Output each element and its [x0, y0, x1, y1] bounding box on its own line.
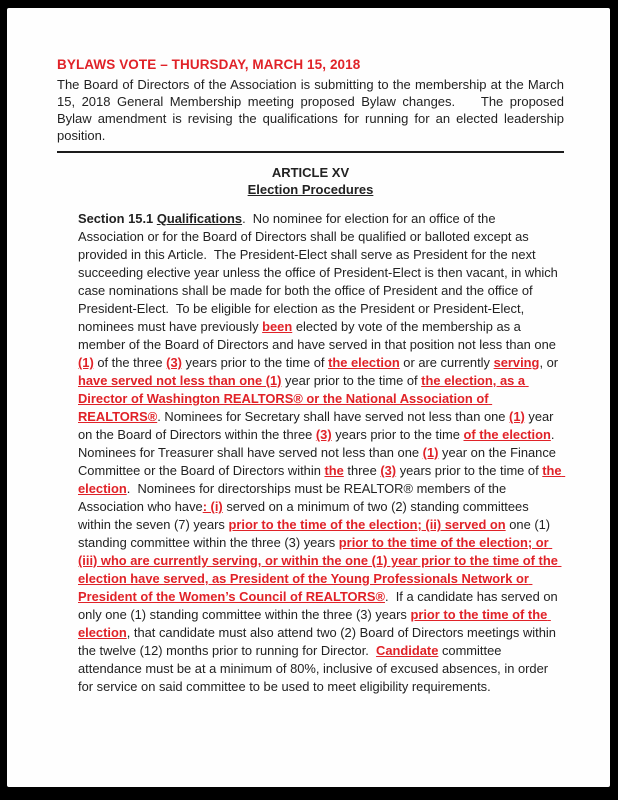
text-run-normal: year prior to the time of [281, 373, 422, 388]
text-run-red: of the election [463, 427, 551, 442]
text-run-normal: . Nominees for directorships must be REALTOR® members of the Association who have [78, 481, 509, 514]
text-run-red: (3) [315, 427, 332, 442]
text-run-red: (1) [422, 445, 439, 460]
text-run-red: the [324, 463, 344, 478]
text-run-normal: . If a candidate has served on only one (1) standing committee within the three (3) years [78, 589, 562, 622]
text-run-red: serving [493, 355, 540, 370]
text-run-normal: year on the Finance Committee or the Board of Directors within [78, 445, 560, 478]
text-run-normal: elected by vote of the membership as a member of the Board of Directors and have served in that position not less than one [78, 319, 560, 352]
text-run-normal: of the three [93, 355, 167, 370]
text-run-normal: , or [539, 355, 562, 370]
section-divider [57, 151, 564, 153]
text-run-red: the election [328, 355, 400, 370]
text-run-red: the election, as a Director of Washington REALTORS® or the National Association of REALTORS® [78, 373, 529, 424]
text-run-normal: . Nominees for Treasurer shall have served not less than one [78, 427, 562, 460]
text-run-red: the election [78, 463, 566, 496]
text-run-red: have served not less than one (1) [78, 373, 282, 388]
text-run-bold-underline: Qualifications [156, 211, 243, 226]
text-run-normal: served on a minimum of two (2) standing committees within the seven (7) years [78, 499, 533, 532]
text-run-normal: year on the Board of Directors within the three [78, 409, 558, 442]
text-run-red: (1) [78, 355, 94, 370]
text-run-bold: Section 15.1 [78, 211, 157, 226]
text-run-normal: . No nominee for election for an office of the Association or for the Board of Directors shall be qualified or balloted except as provided in this Article. The President-Elect shall serve as President for the next succeeding elective year unless the office of President-Elect is then vacant, in which case nominations shall be made for both the office of President and the office of President-Elect. To be eligible for election as the President or President-Elect, nominees must have previously [78, 211, 562, 334]
text-run-normal: three [343, 463, 381, 478]
text-run-normal: or are currently [399, 355, 494, 370]
text-run-red: (3) [380, 463, 397, 478]
document-page [7, 8, 610, 787]
text-run-red: prior to the time of the election; (ii) served on [228, 517, 506, 532]
text-run-normal: years prior to the time of [181, 355, 329, 370]
text-run-normal: committee attendance must be at a minimum of 80%, inclusive of excused absences, in order for service on said committee to be used to meet eligibility requirements. [78, 643, 552, 694]
text-run-normal: years prior to the time [331, 427, 464, 442]
text-run-red: : (i) [202, 499, 223, 514]
text-run-red: been [262, 319, 293, 334]
text-run-normal: . Nominees for Secretary shall have served not less than one [157, 409, 510, 424]
text-run-red: prior to the time of the election; or (iii) who are currently serving, or within the one (1) year prior to the time of the election have served, as President of the Young Professionals Network or President of the Women’s Council of REALTORS® [78, 535, 562, 604]
intro-paragraph: The Board of Directors of the Association is submitting to the membership at the March 15, 2018 General Membership meeting proposed Bylaw changes. The proposed Bylaw amendment is revising the qualifications for running for an elected leadership position. [57, 77, 568, 143]
text-run-red: (1) [509, 409, 525, 424]
article-subheading: Election Procedures [247, 182, 374, 197]
text-run-red: (3) [166, 355, 182, 370]
text-run-normal: one (1) standing committee within the three (3) years [78, 517, 554, 550]
text-run-normal: , that candidate must also attend two (2) Board of Directors meetings within the twelve (12) months prior to running for Director. [78, 625, 560, 658]
bylaws-vote-title: BYLAWS VOTE – THURSDAY, MARCH 15, 2018 [57, 57, 361, 72]
text-run-red: Candidate [376, 643, 439, 658]
article-heading: ARTICLE XV [271, 165, 350, 180]
text-run-red: prior to the time of the election [78, 607, 551, 640]
text-run-normal: years prior to the time of [396, 463, 543, 478]
section-paragraph [78, 210, 566, 696]
